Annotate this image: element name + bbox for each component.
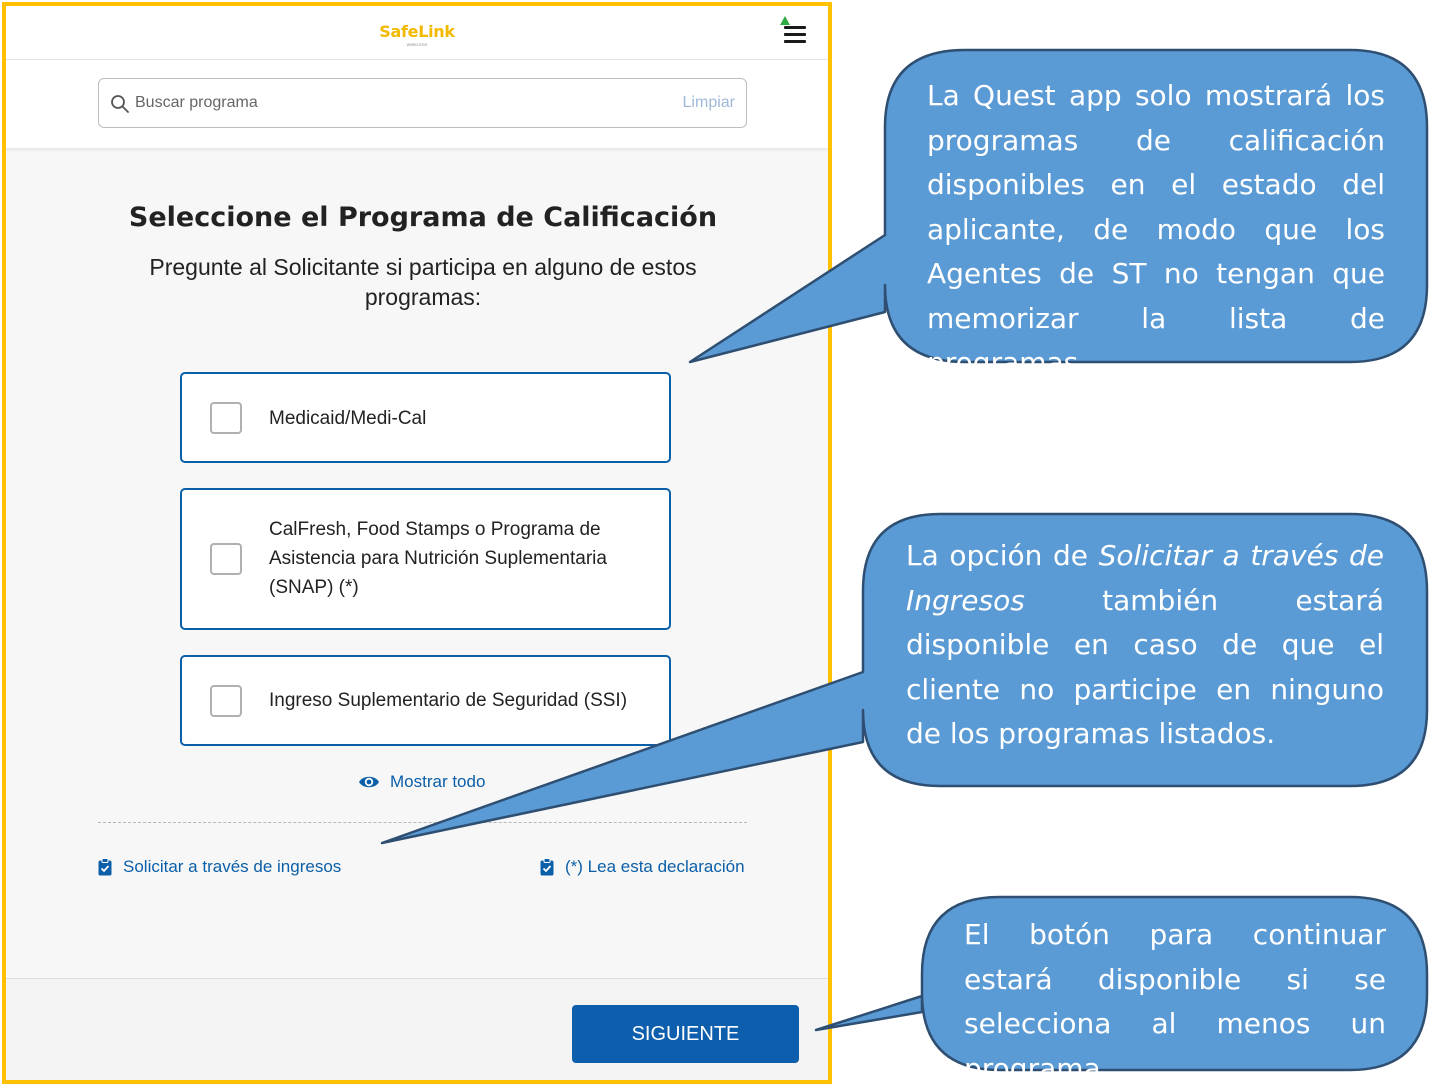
next-button[interactable]: SIGUIENTE bbox=[572, 1005, 799, 1063]
callout-income-text bbox=[906, 534, 1384, 757]
callout-programs-text: La Quest app solo mostrará los programas de calificación disponibles en el estado del aplicante, de modo que los Agentes de ST no tengan que memorizar la lista de programas. bbox=[927, 79, 1385, 379]
logo-subtitle: WIRELESS bbox=[406, 42, 428, 47]
clear-search-button[interactable]: Limpiar bbox=[682, 94, 735, 111]
callout-income-italic: Solicitar a través de Ingresos bbox=[906, 539, 1384, 617]
program-label: CalFresh, Food Stamps o Programa de Asistencia para Nutrición Suplementaria (SNAP) (*) bbox=[269, 519, 607, 598]
callout-next-button-text: El botón para continuar estará disponible si se selecciona al menos un programa. bbox=[964, 918, 1386, 1085]
safelink-logo: SafeLink bbox=[379, 22, 455, 41]
program-label: Medicaid/Medi-Cal bbox=[269, 408, 427, 429]
callout-income-post: también estará disponible en caso de que el cliente no participe en ninguno de los programas listados. bbox=[906, 583, 1384, 750]
show-all-label: Mostrar todo bbox=[390, 772, 486, 791]
callout-income-pre: La opción de bbox=[906, 539, 1099, 572]
apply-by-income-label: Solicitar a través de ingresos bbox=[123, 857, 342, 876]
page-title: Seleccione el Programa de Calificación bbox=[128, 202, 718, 233]
program-label: Ingreso Suplementario de Seguridad (SSI) bbox=[269, 690, 628, 711]
read-declaration-label: (*) Lea esta declaración bbox=[565, 857, 745, 876]
page-subtitle: Pregunte al Solicitante si participa en alguno de estos programas: bbox=[149, 254, 697, 310]
